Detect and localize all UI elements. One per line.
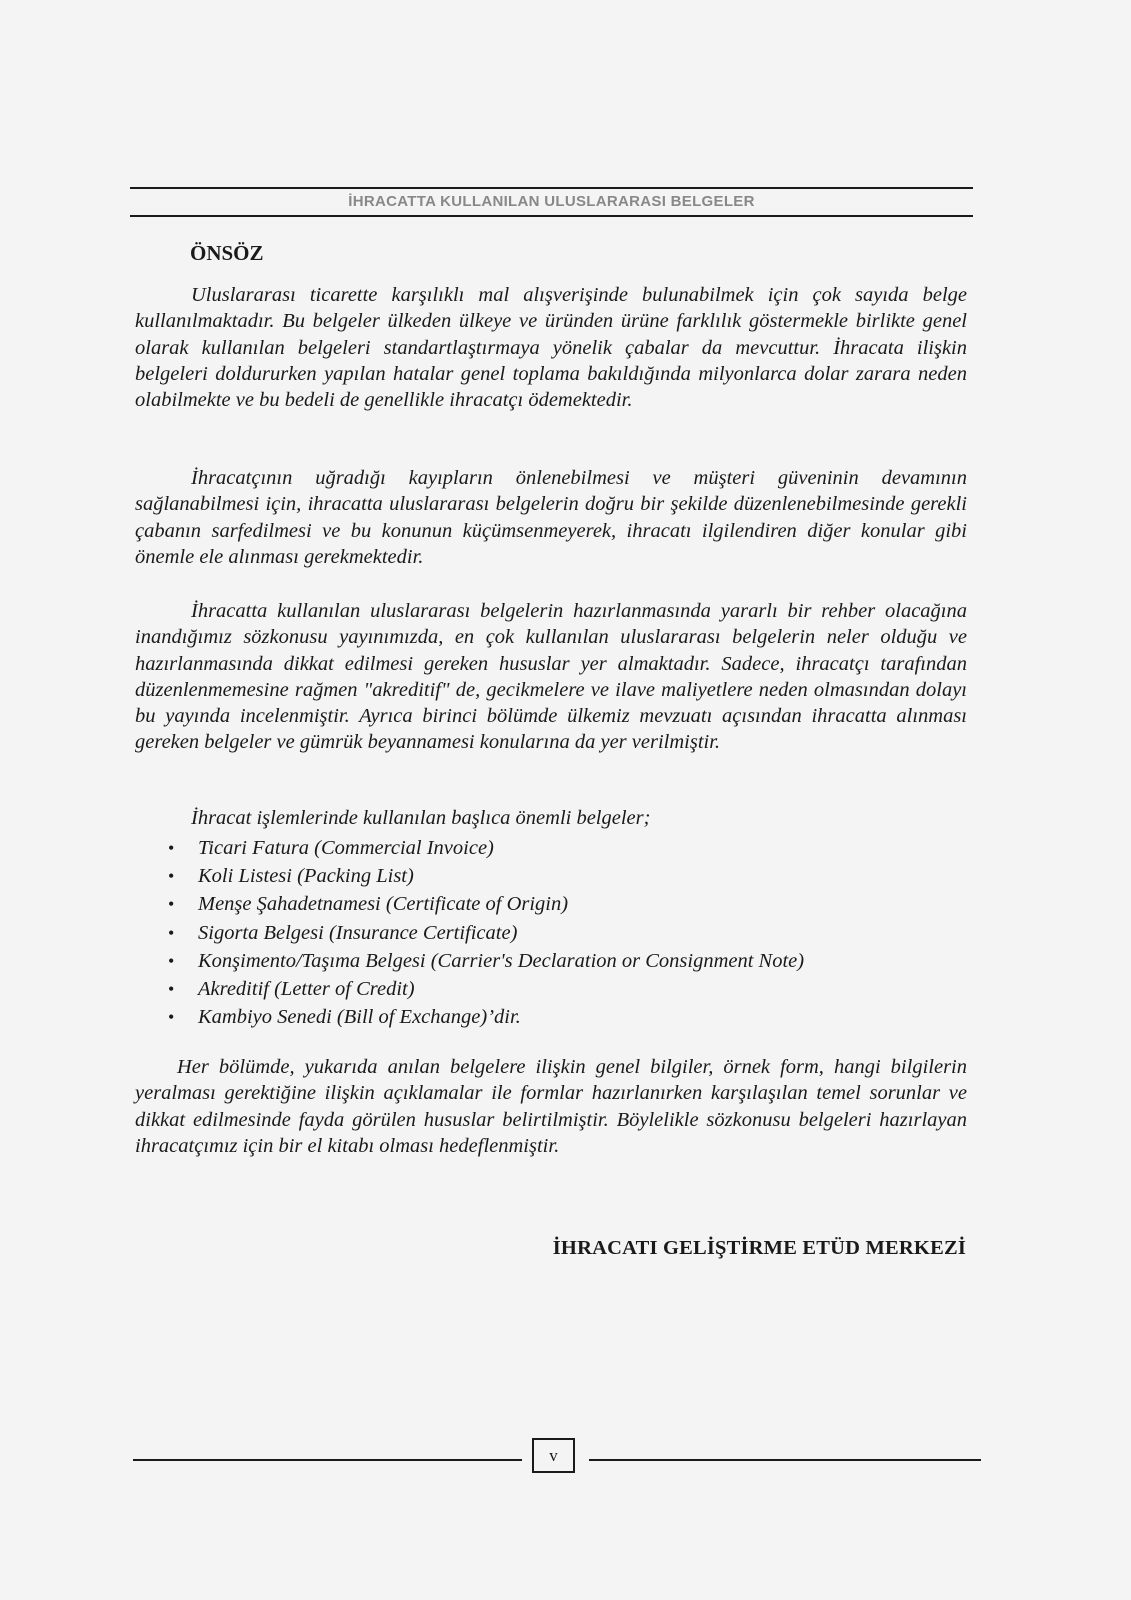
list-item	[168, 862, 804, 890]
bullet-icon: •	[168, 866, 175, 887]
list-item-text: Koli Listesi (Packing List)	[198, 865, 414, 888]
list-item-text: Kambiyo Senedi (Bill of Exchange)’dir.	[198, 1006, 521, 1029]
bullet-icon: •	[168, 894, 175, 915]
list-item-text: Menşe Şahadetnamesi (Certificate of Origin)	[198, 893, 569, 916]
bullet-icon: •	[168, 838, 175, 858]
list-item	[168, 1003, 804, 1031]
section-title: ÖNSÖZ	[190, 241, 264, 265]
documents-list-intro: İhracat işlemlerinde kullanılan başlıca önemli belgeler;	[191, 807, 651, 829]
documents-list	[168, 834, 804, 1031]
page-number: v	[532, 1438, 575, 1473]
list-item	[168, 919, 804, 947]
list-item	[168, 834, 804, 862]
list-item-text: Akreditif (Letter of Credit)	[198, 977, 415, 1000]
list-item	[168, 947, 804, 975]
list-item-text: Ticari Fatura (Commercial Invoice)	[198, 837, 494, 859]
list-item	[168, 975, 804, 1003]
running-header-title: İHRACATTA KULLANILAN ULUSLARARASI BELGELER	[348, 193, 755, 210]
header-top-rule	[130, 187, 973, 189]
header-bottom-rule	[130, 215, 973, 217]
list-item-text: Sigorta Belgesi (Insurance Certificate)	[198, 921, 518, 944]
signature-organization: İHRACATI GELİŞTİRME ETÜD MERKEZİ	[552, 1237, 966, 1259]
footer-right-rule	[589, 1459, 981, 1461]
list-item	[168, 890, 804, 918]
bullet-icon: •	[168, 922, 175, 943]
paragraph-losses: İhracatçının uğradığı kayıpların önlenebilmesi ve müşteri güveninin devamının sağlanabilmesi için, ihracatta uluslararası belgelerin doğru bir şekilde düzenlenebilmesinde gerekli çabanın sarfedilmesi ve bu konunun küçümsenmeyerek, ihracatı ilgilendiren diğer konular gibi önemle ele alınması gerekmektedir.	[135, 467, 967, 568]
paragraph-intro: Uluslararası ticarette karşılıklı mal alışverişinde bulunabilmek için çok sayıda belge kullanılmaktadır. Bu belgeler ülkeden ülkeye ve üründen ürüne farklılık göstermekle birlikte genel olarak kullanılan belgeleri standartlaştırmaya yönelik çabalar da mevcuttur. İhracata ilişkin belgeleri doldururken yapılan hatalar genel toplama bakıldığında milyonlarca dolar zarara neden olabilmekte ve bu bedeli de genellikle ihracatçı ödemektedir.	[135, 284, 967, 412]
paragraph-guide: İhracatta kullanılan uluslararası belgelerin hazırlanmasında yararlı bir rehber olacağına inandığımız sözkonusu yayınımızda, en çok kullanılan uluslararası belgelerin neler olduğu ve hazırlanmasında dikkat edilmesi gereken hususlar yer almaktadır. Sadece, ihracatçı tarafından düzenlenmemesine rağmen "akreditif" de, gecikmelere ve ilave maliyetlere neden olmasından dolayı bu yayında incelenmiştir. Ayrıca birinci bölümde ülkemiz mevzuatı açısından ihracatta alınması gereken belgeler ve gümrük beyannamesi konularına da yer verilmiştir.	[135, 600, 967, 754]
bullet-icon: •	[168, 950, 175, 971]
bullet-icon: •	[168, 1007, 175, 1028]
paragraph-handbook: Her bölümde, yukarıda anılan belgelere ilişkin genel bilgiler, örnek form, hangi bilgilerin yeralması gerektiğine ilişkin açıklamalar ile formlar hazırlanırken karşılaşılan temel sorunlar ve dikkat edilmesinde fayda görülen hususlar belirtilmiştir. Böylelikle sözkonusu belgeleri hazırlayan ihracatçımız için bir el kitabı olması hedeflenmiştir.	[135, 1056, 967, 1157]
footer-left-rule	[133, 1459, 522, 1461]
bullet-icon: •	[168, 978, 175, 999]
list-item-text: Konşimento/Taşıma Belgesi (Carrier's Declaration or Consignment Note)	[198, 949, 805, 972]
